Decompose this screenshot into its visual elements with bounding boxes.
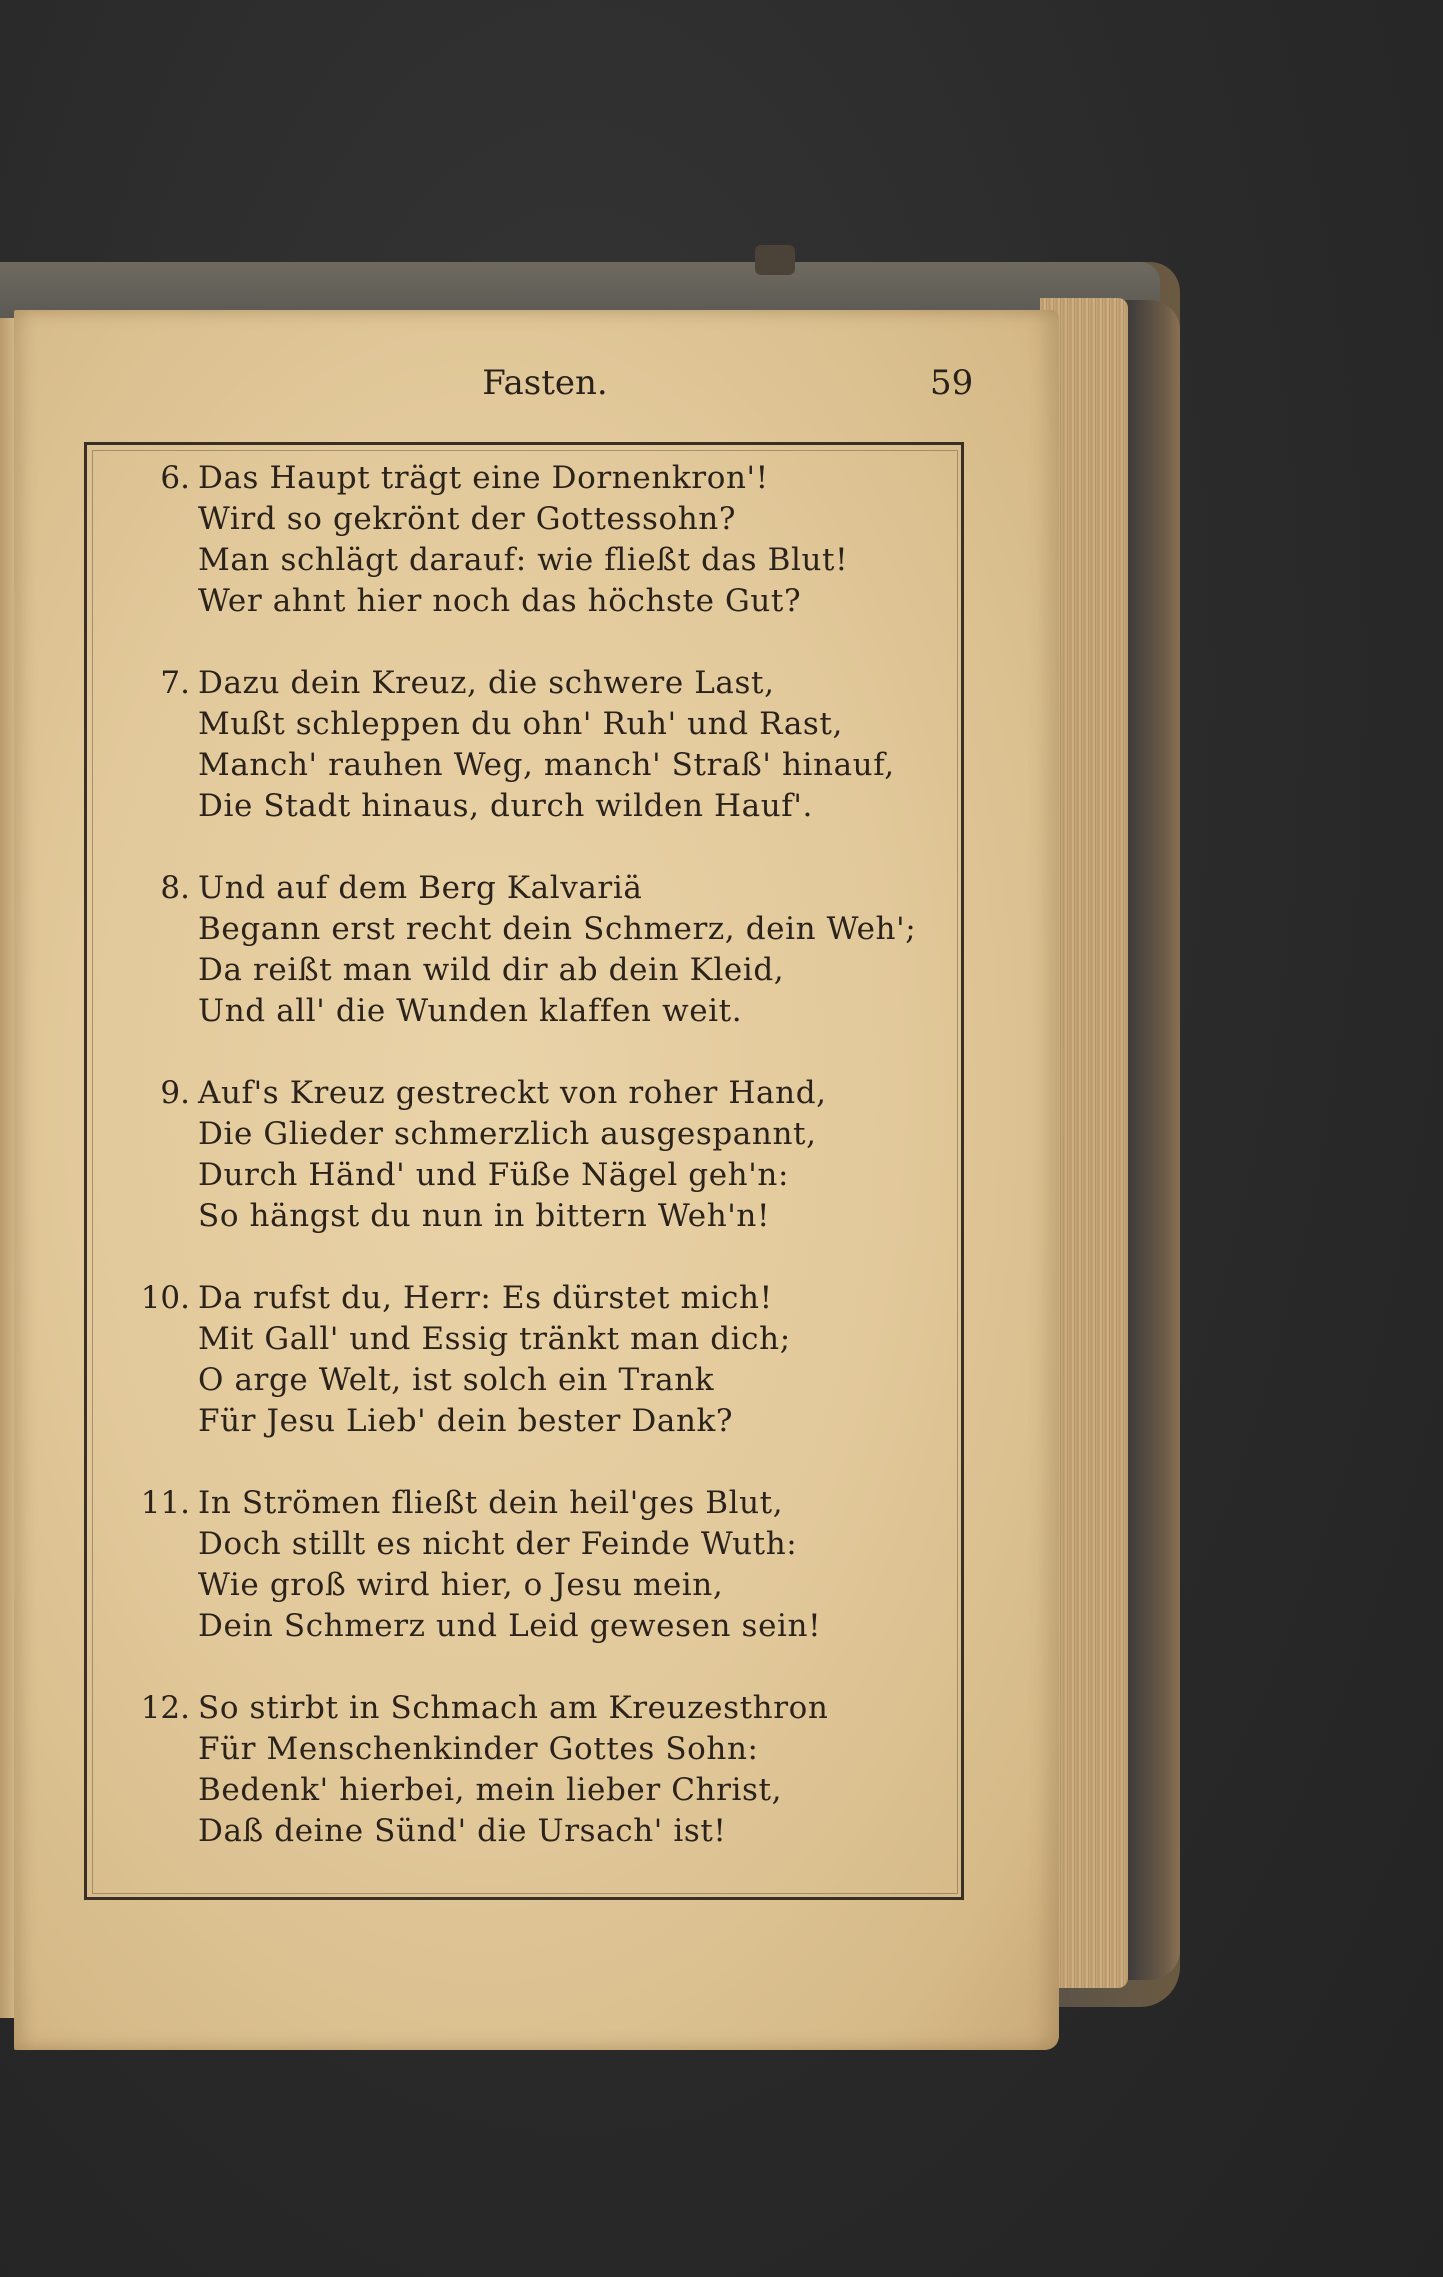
- verse-line: Die Stadt hinaus, durch wilden Hauf'.: [198, 788, 813, 824]
- verse-line: Begann erst recht dein Schmerz, dein Weh';: [198, 911, 917, 947]
- verse-line: Wird so gekrönt der Gottessohn?: [198, 501, 737, 537]
- hymn-text: [118, 458, 958, 1893]
- stanza-number: 8.: [160, 870, 190, 906]
- verse-line: Auf's Kreuz gestreckt von roher Hand,: [198, 1075, 827, 1111]
- stanza-number: 6.: [160, 460, 190, 496]
- stanza-12: [118, 1688, 958, 1893]
- verse-line: So hängst du nun in bittern Weh'n!: [198, 1198, 771, 1234]
- stanza-number: 7.: [160, 665, 190, 701]
- stanza-lines: [198, 458, 958, 622]
- stanza-11: [118, 1483, 958, 1688]
- verse-line: In Strömen fließt dein heil'ges Blut,: [198, 1485, 784, 1521]
- verse-line: Manch' rauhen Weg, manch' Straß' hinauf,: [198, 747, 895, 783]
- stanza-lines: [198, 663, 958, 827]
- stanza-number: 11.: [140, 1485, 190, 1521]
- verse-line: Da reißt man wild dir ab dein Kleid,: [198, 952, 785, 988]
- stanza-9: [118, 1073, 958, 1278]
- verse-line: Für Jesu Lieb' dein bester Dank?: [198, 1403, 734, 1439]
- verse-line: Daß deine Sünd' die Ursach' ist!: [198, 1813, 727, 1849]
- verse-line: Und auf dem Berg Kalvariä: [198, 870, 643, 906]
- stanza-6: [118, 458, 958, 663]
- verse-line: Da rufst du, Herr: Es dürstet mich!: [198, 1280, 773, 1316]
- verse-line: Bedenk' hierbei, mein lieber Christ,: [198, 1772, 783, 1808]
- verse-line: Mußt schleppen du ohn' Ruh' und Rast,: [198, 706, 843, 742]
- verse-line: Das Haupt trägt eine Dornenkron'!: [198, 460, 769, 496]
- stanza-lines: [198, 1483, 958, 1647]
- verse-line: Dazu dein Kreuz, die schwere Last,: [198, 665, 775, 701]
- verse-line: Doch stillt es nicht der Feinde Wuth:: [198, 1526, 798, 1562]
- stanza-lines: [198, 868, 958, 1032]
- verse-line: Die Glieder schmerzlich ausgespannt,: [198, 1116, 817, 1152]
- verse-line: Durch Händ' und Füße Nägel geh'n:: [198, 1157, 789, 1193]
- stanza-number: 10.: [140, 1280, 190, 1316]
- verse-line: Wie groß wird hier, o Jesu mein,: [198, 1567, 724, 1603]
- stanza-lines: [198, 1278, 958, 1442]
- verse-line: Und all' die Wunden klaffen weit.: [198, 993, 743, 1029]
- binding-tab: [755, 245, 795, 275]
- stanza-8: [118, 868, 958, 1073]
- verse-line: Mit Gall' und Essig tränkt man dich;: [198, 1321, 791, 1357]
- verse-line: Man schlägt darauf: wie fließt das Blut!: [198, 542, 849, 578]
- stanza-7: [118, 663, 958, 868]
- running-head: Fasten.: [482, 363, 608, 403]
- stanza-10: [118, 1278, 958, 1483]
- verse-line: Für Menschenkinder Gottes Sohn:: [198, 1731, 759, 1767]
- verse-line: Dein Schmerz und Leid gewesen sein!: [198, 1608, 822, 1644]
- verse-line: Wer ahnt hier noch das höchste Gut?: [198, 583, 802, 619]
- verse-line: So stirbt in Schmach am Kreuzesthron: [198, 1690, 829, 1726]
- stanza-lines: [198, 1688, 958, 1852]
- verse-line: O arge Welt, ist solch ein Trank: [198, 1362, 715, 1398]
- page-number: 59: [930, 363, 974, 403]
- stanza-number: 12.: [140, 1690, 190, 1726]
- stanza-lines: [198, 1073, 958, 1237]
- stanza-number: 9.: [160, 1075, 190, 1111]
